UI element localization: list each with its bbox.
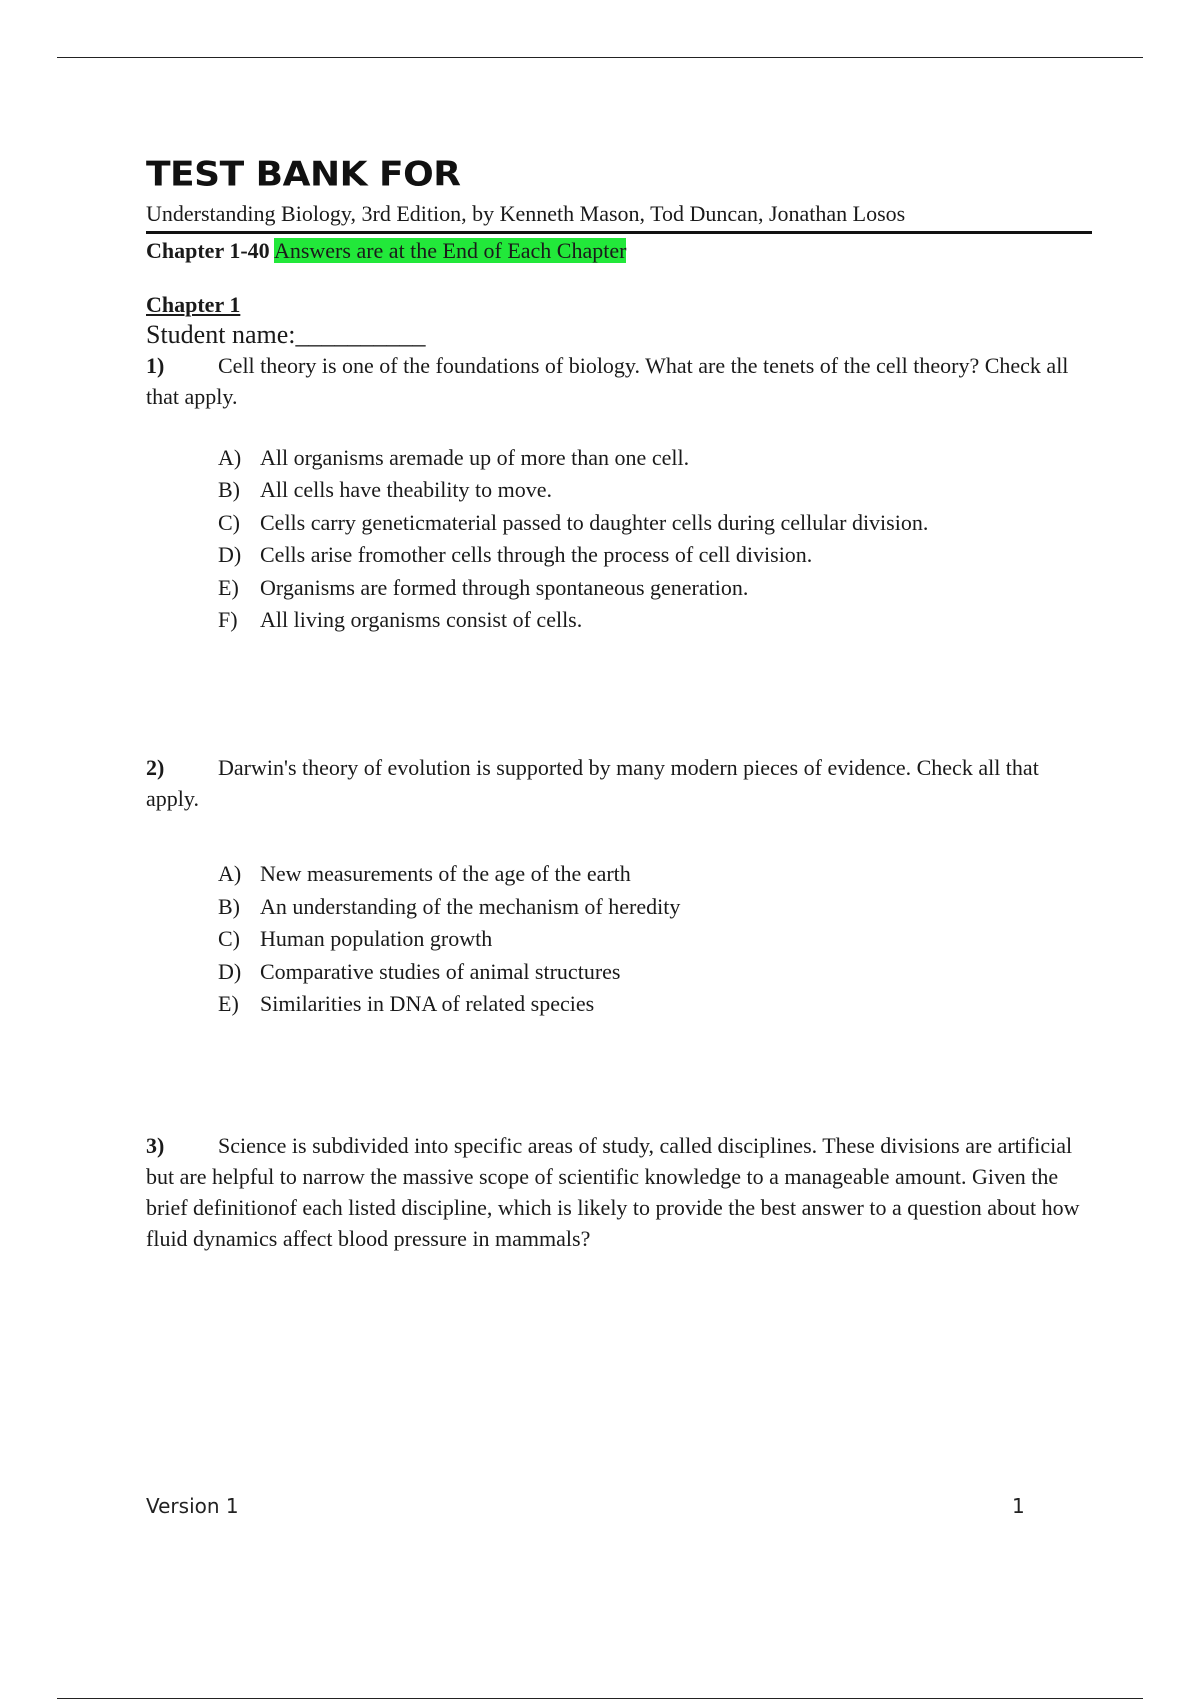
option-text: Cells carry geneticmaterial passed to daughter cells during cellular division. (260, 509, 929, 535)
option-letter: D) (218, 542, 242, 568)
option-text: Human population growth (260, 926, 493, 952)
document-body (146, 153, 1092, 1254)
book-citation: Understanding Biology, 3rd Edition, by Kenneth Mason, Tod Duncan, Jonathan Losos (146, 201, 1092, 234)
footer-version: Version 1 (146, 1494, 239, 1518)
option-text: Comparative studies of animal structures (260, 958, 621, 984)
option-letter: D) (218, 958, 242, 984)
option-letter: B) (218, 477, 240, 503)
question-3 (146, 1130, 1092, 1254)
option-text: Cells arise fromother cells through the process of cell division. (260, 542, 813, 568)
option-text: All living organisms consist of cells. (260, 607, 583, 633)
option-letter: B) (218, 893, 240, 919)
question-text: Cell theory is one of the foundations of biology. What are the tenets of the cell theory? Check all that apply. (146, 353, 1069, 409)
chapter-range-line (146, 236, 1092, 266)
question-1 (146, 350, 1092, 412)
option-text: Organisms are formed through spontaneous generation. (260, 574, 749, 600)
option-text: All cells have theability to move. (260, 477, 553, 503)
page-bottom-rule (57, 1698, 1143, 1699)
option-item (218, 988, 1092, 1020)
option-letter: E) (218, 574, 239, 600)
chapter-heading: Chapter 1 (146, 292, 241, 317)
option-item (218, 572, 1092, 604)
option-letter: F) (218, 607, 238, 633)
question-text: Darwin's theory of evolution is supported by many modern pieces of evidence. Check all that apply. (146, 755, 1039, 812)
question-number: 2) (146, 755, 165, 781)
option-item (218, 474, 1092, 506)
question-text: Science is subdivided into specific areas of study, called disciplines. These divisions are artificial but are helpful to narrow the massive scope of scientific knowledge to a manageable amount. Given the brief definitionof each listed discipline, which is likely to provide the best answer to a question about how fluid dynamics affect blood pressure in mammals? (146, 1133, 1080, 1252)
option-letter: E) (218, 991, 239, 1017)
option-item (218, 442, 1092, 474)
chapter-range: Chapter 1-40 (146, 238, 270, 263)
option-text: New measurements of the age of the earth (260, 861, 631, 887)
option-item (218, 858, 1092, 890)
page-top-rule (57, 57, 1143, 58)
question-1-options (218, 442, 1092, 636)
option-item (218, 604, 1092, 636)
option-text: All organisms aremade up of more than one cell. (260, 445, 690, 470)
question-number: 3) (146, 1133, 165, 1159)
page-number: 1 (1012, 1494, 1025, 1518)
answers-note-highlight: Answers are at the End of Each Chapter (273, 238, 627, 263)
option-letter: A) (218, 861, 242, 887)
option-letter: C) (218, 926, 240, 952)
question-number: 1) (146, 353, 165, 378)
question-2-options (218, 858, 1092, 1020)
option-item (218, 891, 1092, 923)
option-text: An understanding of the mechanism of heredity (260, 893, 681, 919)
option-item (218, 923, 1092, 955)
option-letter: A) (218, 445, 242, 470)
option-item (218, 956, 1092, 988)
option-item (218, 507, 1092, 539)
document-title: TEST BANK FOR (146, 155, 461, 194)
student-name-field: Student name:__________ (146, 320, 426, 349)
option-letter: C) (218, 509, 240, 535)
option-item (218, 539, 1092, 571)
question-2 (146, 752, 1092, 814)
option-text: Similarities in DNA of related species (260, 991, 595, 1017)
